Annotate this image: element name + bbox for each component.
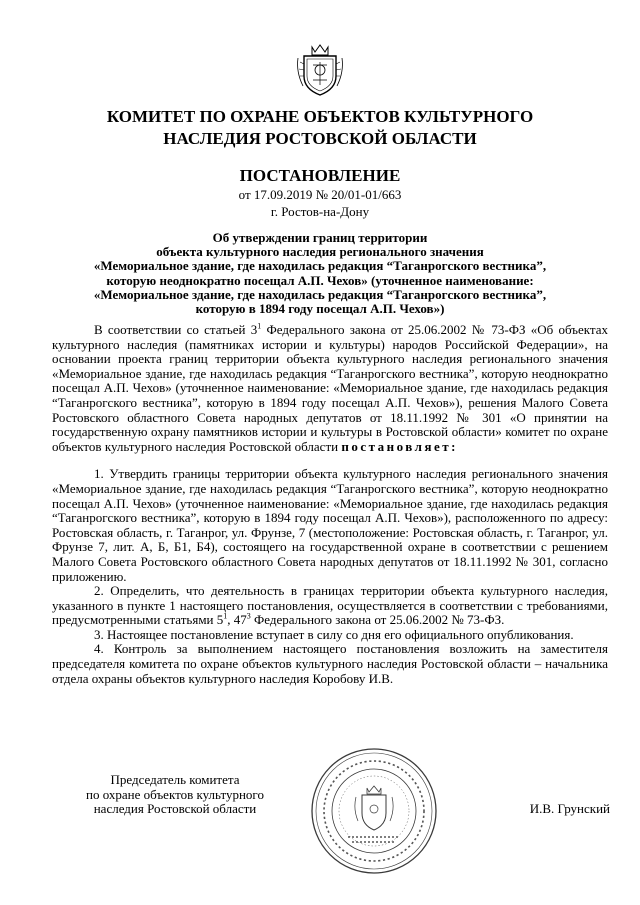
official-seal-stamp: [308, 745, 440, 877]
committee-name-line1: КОМИТЕТ ПО ОХРАНЕ ОБЪЕКТОВ КУЛЬТУРНОГО: [106, 107, 534, 126]
item-2-paragraph: [52, 584, 608, 628]
document-body: [52, 323, 608, 686]
item-2-text: Федерального закона от 25.06.2002 № 73-ФЗ.: [250, 612, 505, 628]
signatory-position-line: по охране объектов культурного: [86, 786, 264, 802]
preamble-text: В соответствии со статьей 3: [94, 322, 258, 337]
decree-word: постановляет:: [341, 438, 458, 454]
committee-name: [80, 106, 560, 150]
committee-name-line2: НАСЛЕДИЯ РОСТОВСКОЙ ОБЛАСТИ: [163, 129, 477, 148]
subject-line: которую неоднократно посещал А.П. Чехов» (уточненное наименование:: [106, 272, 534, 288]
subject-line: «Мемориальное здание, где находилась редакция “Таганрогского вестника”,: [93, 258, 547, 274]
preamble-paragraph: [52, 323, 608, 454]
superscript: 1: [257, 321, 262, 331]
signatory-name: И.В. Грунский: [529, 801, 610, 816]
document-date-number: от 17.09.2019 № 20/01-01/663: [238, 187, 402, 202]
subject-line: которую в 1894 году посещал А.П. Чехов»): [195, 301, 445, 317]
item-2-text: 2. Определить, что деятельность в границах территории объекта культурного наследия, указанного в пункте 1 настоящего постановления, осуществляется в соответствии с требованиями, предусмотренными статьями 5: [52, 583, 608, 628]
document-city: г. Ростов-на-Дону: [270, 204, 370, 219]
signatory-position-line: наследия Ростовской области: [93, 801, 257, 817]
document-type: ПОСТАНОВЛЕНИЕ: [239, 166, 401, 185]
item-3-paragraph: 3. Настоящее постановление вступает в силу со дня его официального опубликования.: [94, 626, 574, 642]
superscript: 3: [246, 611, 251, 621]
item-4-paragraph: 4. Контроль за выполнением настоящего постановления возложить на заместителя председателя комитета по охране объектов культурного наследия Ростовской области – начальника отдела охраны объектов культурного наследия Коробову И.В.: [52, 641, 608, 686]
document-subject: [60, 231, 580, 316]
superscript: 1: [223, 611, 228, 621]
subject-line: «Мемориальное здание, где находилась редакция “Таганрогского вестника”,: [93, 286, 547, 302]
item-1-paragraph: 1. Утвердить границы территории объекта культурного наследия регионального значения «Мемориальное здание, где находилась редакция “Таганрогского вестника”, которую неоднократно посещал А.П. Чехов» (уточненное наименование: «Мемориальное здание, где находилась редакция “Таганрогского вестника”, которую в 1894 году посещал А.П. Чехов»), расположенного по адресу: Ростовская область, г. Таганрог, ул. Фрунзе, 7 (местоположение: Ростовская область, г. Таганрог, ул. Фрунзе 7, лит. А, Б, Б1, Б4), состоящего на государственной охране в соответствии с решением Малого Совета Ростовского областного Совета народных депутатов от 18.11.1992 № 301, согласно приложению.: [52, 466, 608, 584]
coat-of-arms-emblem: [295, 42, 345, 98]
preamble-text: Федерального закона от 25.06.2002 № 73-ФЗ «Об объектах культурного наследия (памятниках истории и культуры) народов Российской Федерации», на основании проекта границ территории объекта культурного наследия регионального значения «Мемориальное здание, где находилась редакция “Таганрогского вестника”, которую неоднократно посещал А.П. Чехов» (уточненное наименование: «Мемориальное здание, где находилась редакция “Таганрогского вестника”, которую в 1894 году посещал А.П. Чехов»), решения Малого Совета Ростовского областного Совета народных депутатов от 18.11.1992 № 301 «О принятии на государственную охрану памятников истории и культуры в Ростовской области» комитет по охране объектов культурного наследия Ростовской области: [52, 322, 608, 454]
item-2-text: , 47: [227, 612, 247, 628]
signatory-position: [60, 773, 290, 817]
subject-line: объекта культурного наследия регионального значения: [156, 244, 484, 260]
signatory-position-line: Председатель комитета: [110, 772, 240, 787]
subject-line: Об утверждении границ территории: [212, 230, 428, 245]
